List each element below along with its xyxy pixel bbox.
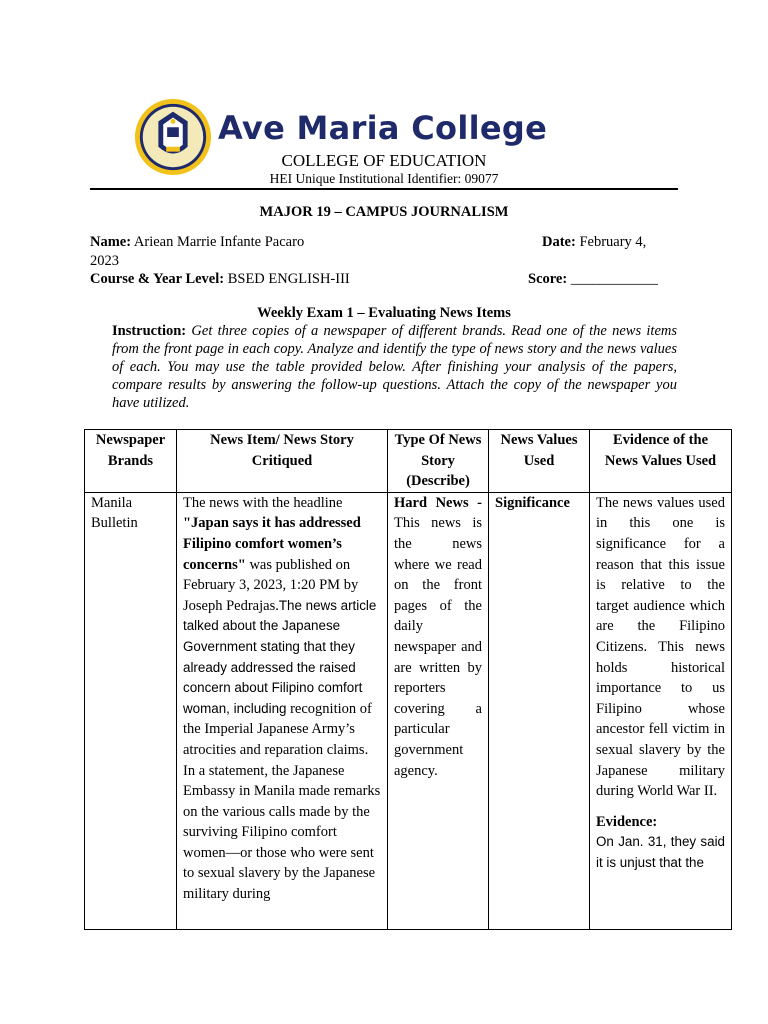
header-newspaper-brands: Newspaper Brands (85, 430, 177, 493)
score-blank: ____________ (570, 271, 658, 287)
name-value: Ariean Marrie Infante Pacaro (133, 234, 305, 250)
score-label: Score: (528, 271, 568, 287)
evidence-cell (590, 492, 732, 929)
date-year: 2023 (90, 253, 119, 269)
hei-identifier: HEI Unique Institutional Identifier: 09077 (269, 171, 499, 186)
news-value-cell (489, 492, 590, 929)
news-item-intro: The news with the headline (183, 494, 343, 511)
college-name: Ave Maria College (218, 109, 548, 147)
instruction-paragraph (112, 322, 677, 412)
evidence-label: Evidence: (596, 813, 658, 830)
news-item-summary: The news article talked about the Japanese Government stating that they already addressed the raised concern about Filipino comfort woman, including (183, 597, 377, 716)
course-line (90, 271, 350, 288)
course-label: Course & Year Level: (90, 271, 225, 287)
news-item-continued: recognition of the Imperial Japanese Army’s atrocities and reparation claims. In a statement, the Japanese Embassy in Manila made remarks on the various calls made by the surviving Filipino comfort women—or those who were sent to sexual slavery by the Japanese military during (183, 700, 381, 903)
news-type-description: This news is the news where we read on the front pages of the daily newspaper and are written by reporters covering a particular government agency. (394, 515, 482, 779)
exam-title: Weekly Exam 1 – Evaluating News Items (257, 305, 511, 321)
name-label: Name: (90, 234, 132, 250)
news-type-cell (388, 492, 489, 929)
news-type-label: Hard News - (394, 494, 482, 511)
news-item-cell (177, 492, 388, 929)
date-line (542, 234, 646, 251)
news-item-headline: "Japan says it has addressed Filipino comfort women’s concerns" (183, 515, 361, 573)
header-news-item: News Item/ News Story Critiqued (177, 430, 388, 493)
table-header-row (85, 430, 732, 493)
header-evidence: Evidence of the News Values Used (590, 430, 732, 493)
name-line (90, 234, 304, 251)
header-divider (90, 188, 678, 190)
news-value-name: Significance (495, 494, 570, 511)
course-value: BSED ENGLISH-III (227, 271, 350, 287)
instruction-label: Instruction: (112, 323, 187, 339)
date-label: Date: (542, 234, 576, 250)
news-item-byline: was published on February 3, 2023, 1:20 PM by Joseph Pedrajas. (183, 556, 359, 614)
news-evaluation-table (84, 429, 732, 930)
department-name: COLLEGE OF EDUCATION (281, 151, 487, 170)
document-header (0, 0, 768, 195)
evidence-explanation: The news values used in this one is significance for a reason that this issue is relative to the target audience which are the Filipino Citizens. This news holds historical importance to us Filipino whose ancestor fell victim in sexual slavery by the Japanese military during World War II. (596, 494, 725, 800)
subject-title: MAJOR 19 – CAMPUS JOURNALISM (259, 204, 509, 220)
newspaper-brand-cell: Manila Bulletin (85, 492, 177, 929)
header-type-of-news: Type Of News Story (Describe) (388, 430, 489, 493)
header-news-values: News Values Used (489, 430, 590, 493)
score-line (528, 271, 658, 288)
evidence-quote: On Jan. 31, they said it is unjust that the (596, 834, 725, 870)
date-value: February 4, (579, 234, 647, 250)
instruction-text: Get three copies of a newspaper of different brands. Read one of the news items from the front page in each copy. Analyze and identify the type of news story and the news values of each. You may use the table provided below. After finishing your analysis of the papers, compare results by answering the follow-up questions. Attach the copy of the newspaper you have utilized. (112, 323, 677, 411)
table-row (85, 492, 732, 929)
